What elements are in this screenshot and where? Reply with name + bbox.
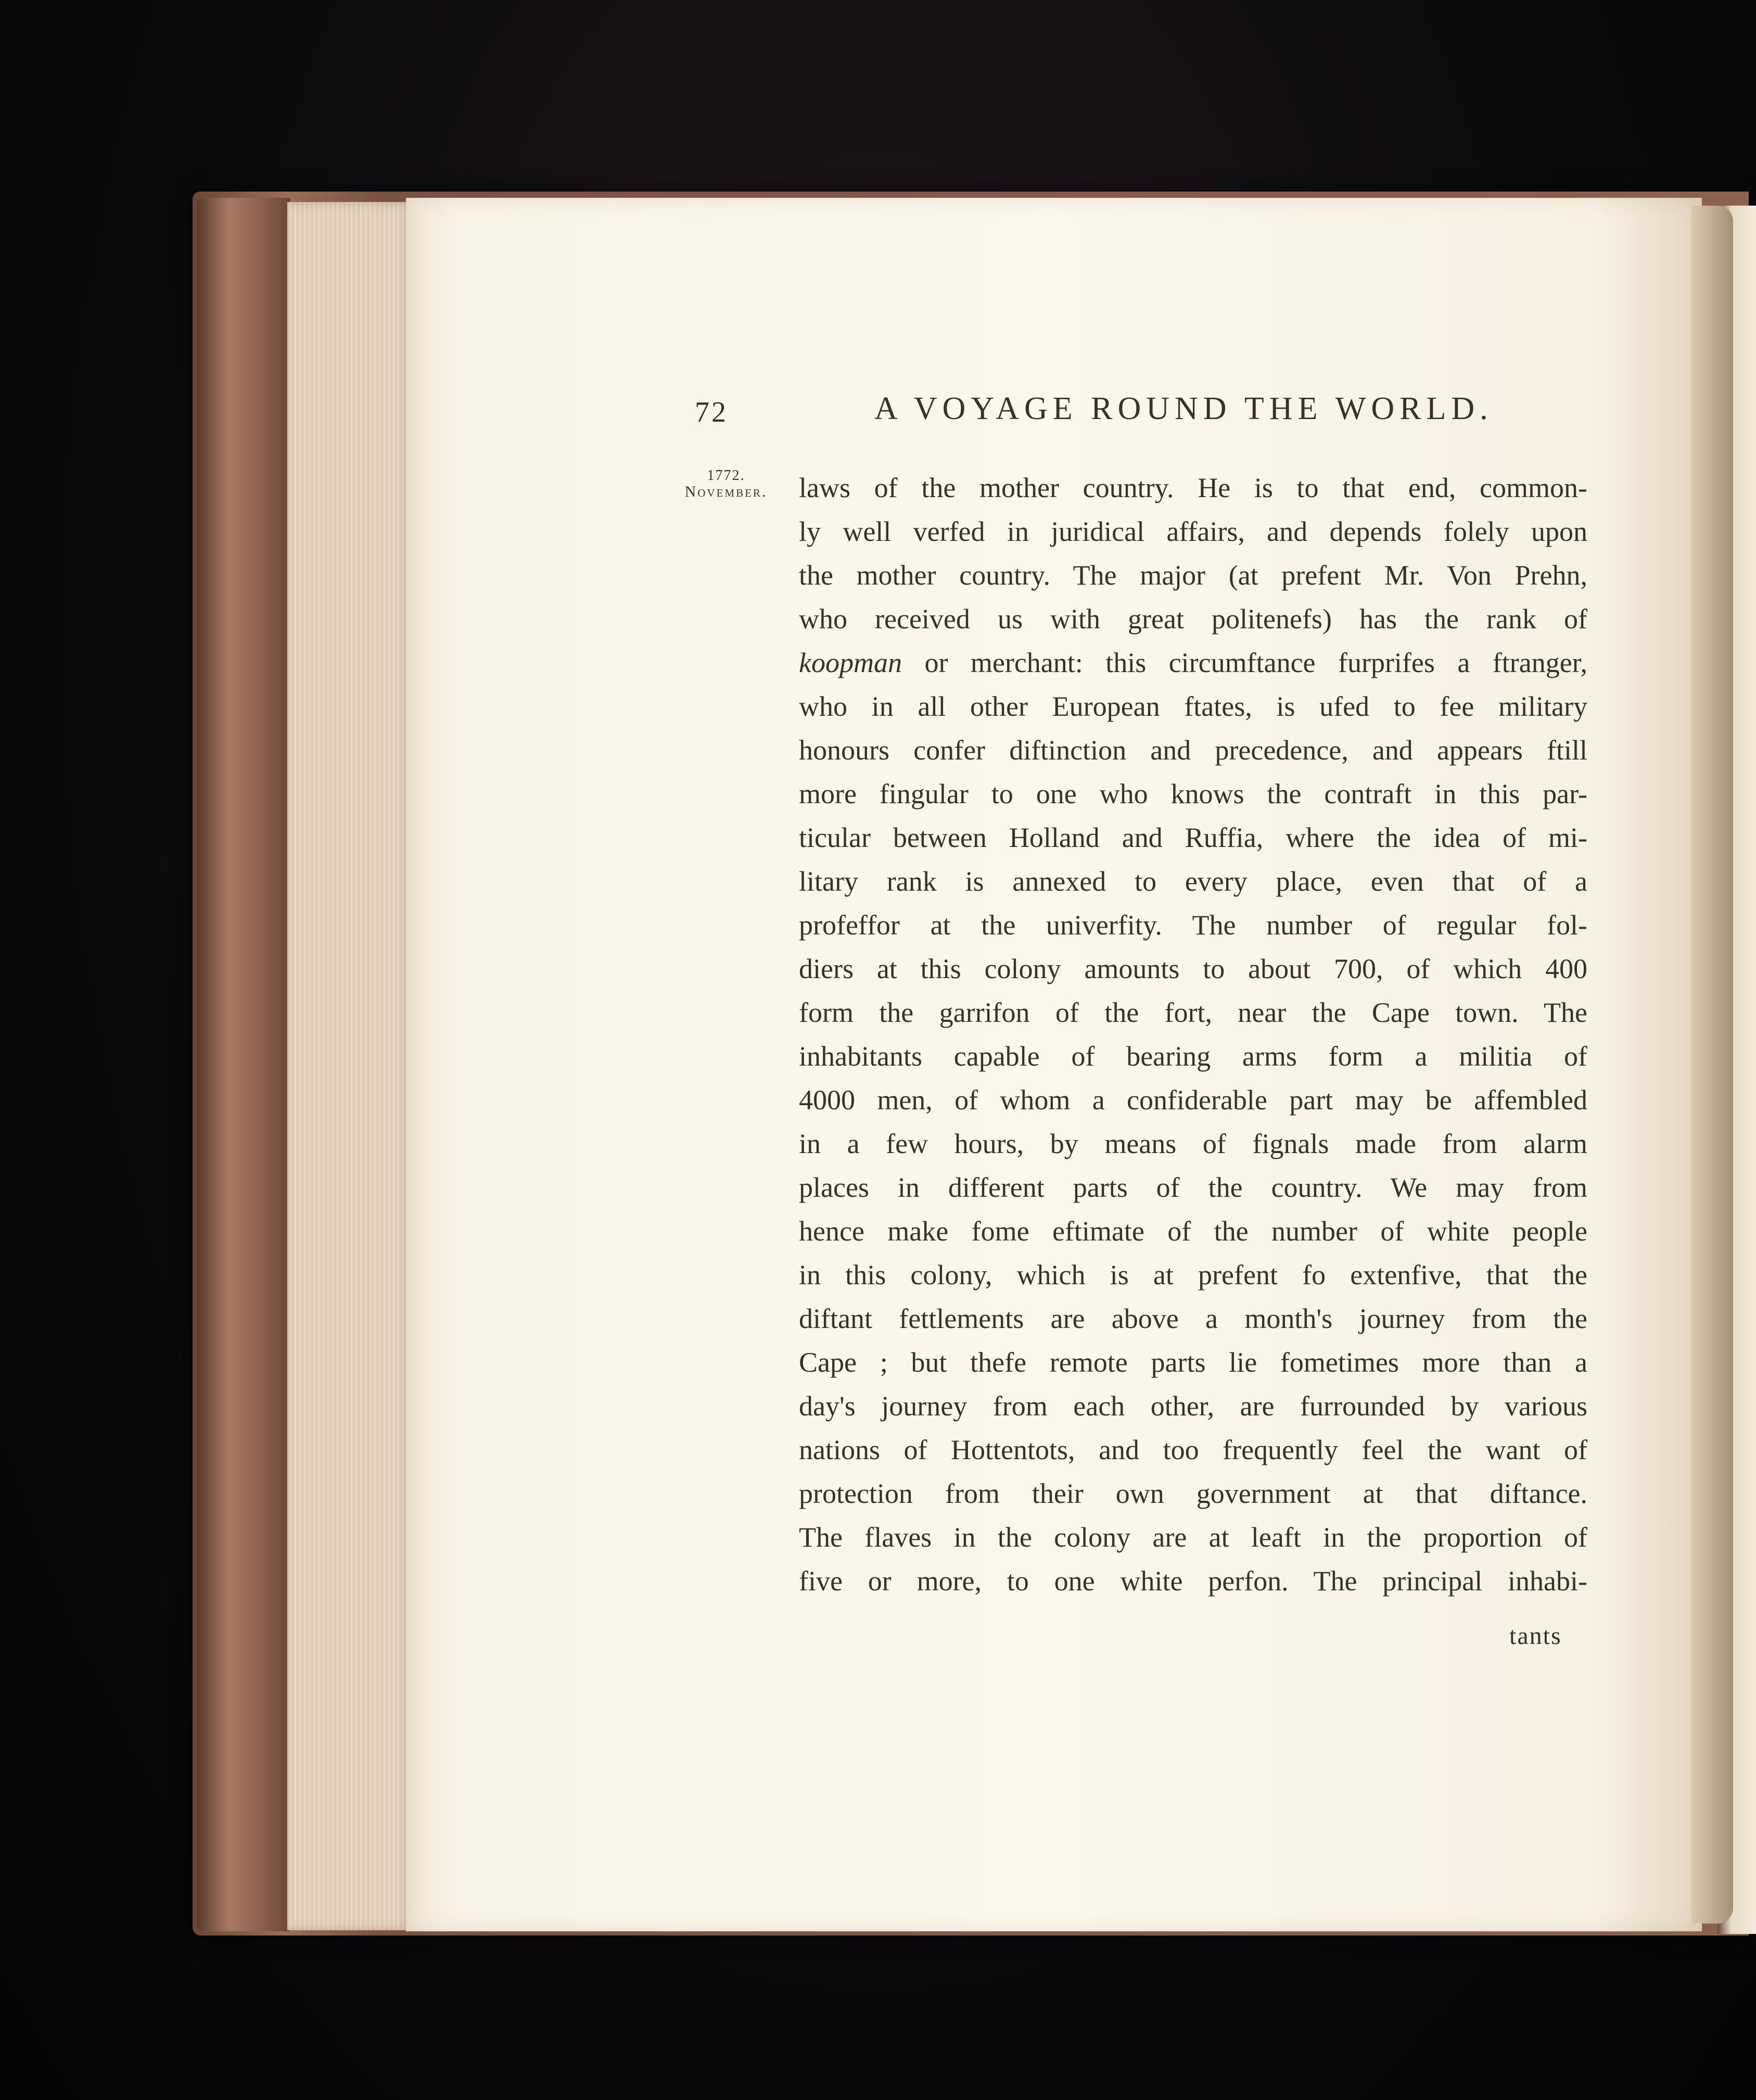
margin-month: November. — [684, 483, 768, 500]
text-line: the mother country. The major (at prefent Mr. Von Prehn, — [799, 560, 1587, 591]
text-line: form the garrifon of the fort, near the Cape town. The — [799, 997, 1587, 1028]
text-line: ly well verfed in juridical affairs, and depends folely upon — [799, 516, 1587, 547]
text-line — [799, 641, 1587, 685]
body-text — [799, 466, 1587, 1603]
text-line: who received us with great politenefs) has the rank of — [799, 603, 1587, 635]
text-line: inhabitants capable of bearing arms form a militia of — [799, 1041, 1587, 1072]
text-line: litary rank is annexed to every place, even that of a — [799, 866, 1587, 897]
text-line: honours confer diftinction and precedence, and appears ftill — [799, 735, 1587, 766]
page-gutter-curl — [1691, 206, 1733, 1924]
text-line: in a few hours, by means of fignals made from alarm — [799, 1128, 1587, 1159]
page-number: 72 — [695, 396, 728, 428]
page-block-edge — [287, 202, 412, 1930]
text-line: 4000 men, of whom a confiderable part may be affembled — [799, 1084, 1587, 1116]
text-line: more fingular to one who knows the contraft in this par- — [799, 778, 1587, 809]
margin-note — [679, 469, 773, 500]
catchword: tants — [1509, 1622, 1562, 1650]
italic-word: koopman — [799, 647, 902, 678]
text-line: Cape ; but thefe remote parts lie fometimes more than a — [799, 1347, 1587, 1378]
text-line: laws of the mother country. He is to that end, common- — [799, 472, 1587, 503]
text-line: who in all other European ftates, is ufed to fee military — [799, 691, 1587, 722]
text-line: five or more, to one white perfon. The principal inhabi- — [799, 1565, 1587, 1597]
text-line: The flaves in the colony are at leaft in the proportion of — [799, 1522, 1587, 1553]
margin-year: 1772. — [707, 467, 745, 484]
text-line: nations of Hottentots, and too frequently feel the want of — [799, 1434, 1587, 1465]
text-line: protection from their own government at that diftance. — [799, 1478, 1587, 1509]
text-line: day's journey from each other, are furrounded by various — [799, 1390, 1587, 1422]
text-line: hence make fome eftimate of the number of white people — [799, 1216, 1587, 1247]
text-line: ticular between Holland and Ruffia, where the idea of mi- — [799, 822, 1587, 853]
text-line: places in different parts of the country. We may from — [799, 1172, 1587, 1203]
text-line: profeffor at the univerfity. The number of regular fol- — [799, 909, 1587, 941]
text-line-rest: or merchant: this circumftance furprifes a ftranger, — [924, 647, 1587, 678]
running-head: A VOYAGE ROUND THE WORLD. — [874, 391, 1493, 426]
book-spine-edge — [197, 198, 290, 1931]
text-line: diftant fettlements are above a month's journey from the — [799, 1303, 1587, 1334]
text-line: in this colony, which is at prefent fo extenfive, that the — [799, 1259, 1587, 1291]
text-line: diers at this colony amounts to about 700, of which 400 — [799, 953, 1587, 984]
